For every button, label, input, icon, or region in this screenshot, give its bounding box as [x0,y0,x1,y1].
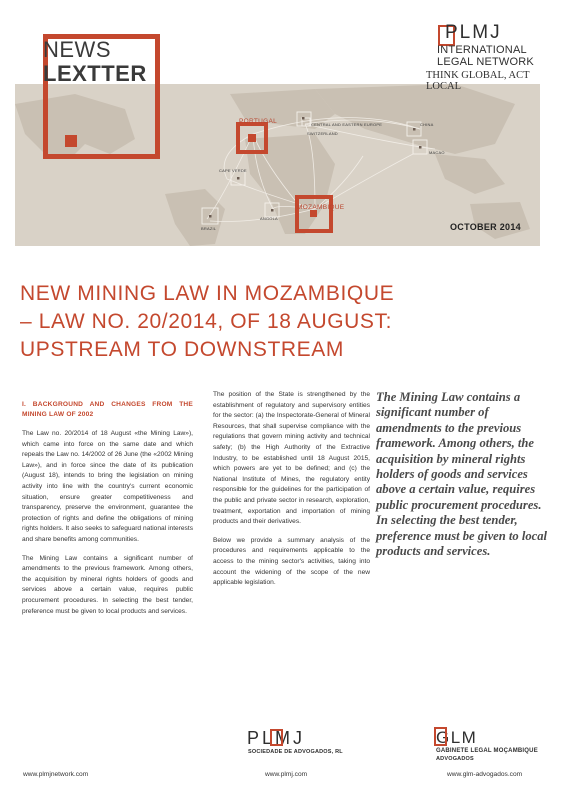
plmj-tagline: THINK GLOBAL, ACT LOCAL [426,70,530,92]
footer-link-plmj[interactable]: www.plmj.com [265,771,308,778]
pull-quote: The Mining Law contains a significant number of amendments to the previous framework. Among others, the acquisition by mineral rights holders of goods and services above a certain value, requires public procurement procedures. In selecting the best tender, preference must be given to local products and services. [376,390,548,559]
footer-plmj-logo: PLMJ [247,728,306,748]
section-heading: I. BACKGROUND AND CHANGES FROM THE MINING LAW OF 2002 [22,401,193,418]
newsletter-title-line2: LEXTTER [43,61,147,86]
map-label-cape-verde: CAPE VERDE [219,168,247,173]
footer-glm-subtitle: GABINETE LEGAL MOÇAMBIQUE [436,748,538,754]
column2-paragraph-2: Below we provide a summary analysis of the procedures and requirements applicable to the access to the mining sector's activities, taking into account the widening of the scope of the new applicable legislation. [213,536,370,587]
column2-paragraph-1: The position of the State is strengthened by the establishment of regulatory and supervisory entities for the sector: (a) the Inspectorate-General of Mineral Resources, that shall supervise compliance with the regulations that govern mining activity and technical safety; (b) the High Authority of the Extractive Industry, to be established until 18 August 2015, which powers are yet to be defined; and (c) the National Institute of Mines, the regulatory entity responsible for the guidelines for the participation of the public and private sector in research, exploration, treatment, exportation and importation of mining products and their derivatives. [213,391,370,526]
article-column-2 [213,390,370,597]
newsletter-accent-square [65,135,77,147]
map-label-angola: ANGOLA [260,216,278,221]
headline-line1: NEW MINING LAW IN MOZAMBIQUE [20,282,395,305]
footer-plmj-subtitle: SOCIEDADE DE ADVOGADOS, RL [248,749,343,755]
article-headline [20,280,540,364]
column1-paragraph-1: The Law no. 20/2014 of 18 August «the Mining Law»), which came into force on the same date and which repeals the Law no. 14/2002 of 26 June (the «2002 Mining Law»), and in force since the date of its publication (August 18), intends to bring the legislation on mining activity into line with the country's current economic situation, ensure greater competitiveness and transparency, preserve the environment, guarantee the protection of rights and define the obligations of mining rights holders. It also seeks to safeguard national interests and share benefits among communities. [22,430,193,543]
headline-line3: UPSTREAM TO DOWNSTREAM [20,338,344,361]
plmj-subtitle-international: INTERNATIONAL [437,44,527,56]
footer-link-glm[interactable]: www.glm-advogados.com [447,771,523,778]
footer-glm-logo: GLM [436,728,478,747]
map-label-central-europe: CENTRAL AND EASTERN EUROPE [311,122,383,127]
plmj-subtitle-legal-network: LEGAL NETWORK [437,56,534,68]
newsletter-title-line1: NEWS [43,37,111,62]
map-label-portugal: PORTUGAL [239,118,278,125]
map-label-switzerland: SWITZERLAND [307,131,338,136]
map-label-brazil: BRAZIL [201,226,217,231]
newsletter-title [43,38,147,86]
plmj-logo: PLMJ [445,22,502,43]
article-column-1 [22,400,193,625]
map-label-macao: MACAO [429,150,445,155]
footer-link-plmjnetwork[interactable]: www.plmjnetwork.com [23,771,89,778]
footer-glm-subtitle-advogados: ADVOGADOS [436,756,474,762]
footer-plmj-logo-mark [270,729,283,746]
footer-glm-logo-mark [434,727,447,746]
map-label-mozambique: MOZAMBIQUE [297,204,345,211]
map-label-china: CHINA [420,122,434,127]
headline-line2: – LAW NO. 20/2014, OF 18 AUGUST: [20,310,393,333]
column1-paragraph-2: The Mining Law contains a significant number of amendments to the previous framework. Among others, the acquisition by mineral rights holders of goods and services above a certain value, requires public procurement procedures. In selecting the best tender, preference must be given to local products and services. [22,554,193,615]
issue-date: OCTOBER 2014 [450,222,521,232]
